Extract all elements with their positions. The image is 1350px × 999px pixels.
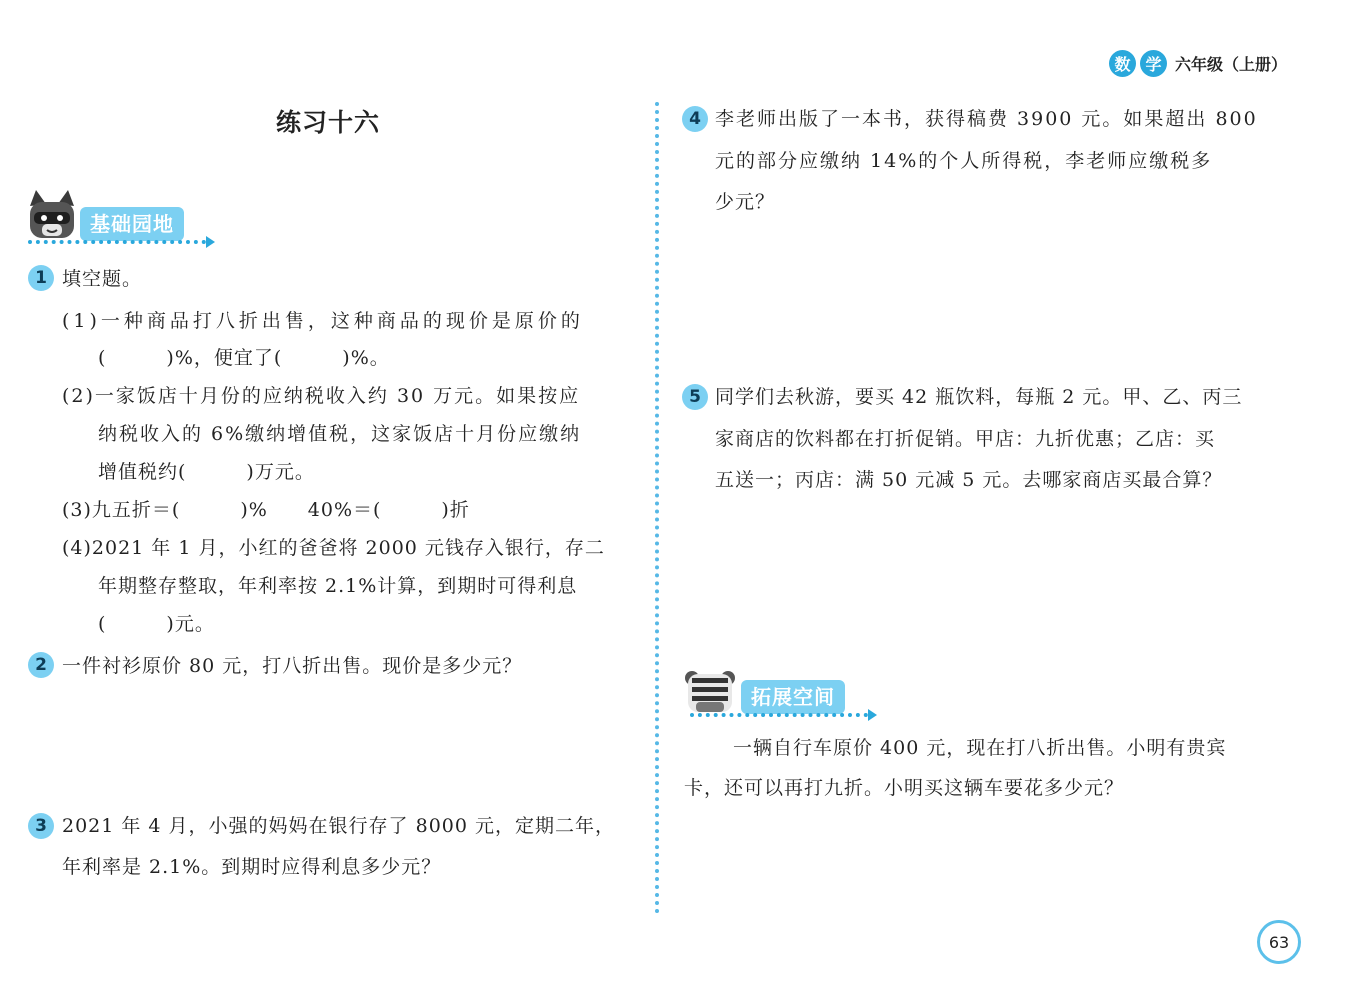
arrow-icon [206, 236, 215, 248]
q5-line: 家商店的饮料都在打折促销。甲店：九折优惠；乙店：买 [715, 428, 1216, 450]
question-number-4: 4 [682, 106, 708, 132]
q4-line: 李老师出版了一本书，获得稿费 3900 元。如果超出 800 [715, 108, 1258, 130]
q4-line: 元的部分应缴纳 14%的个人所得税，李老师应缴税多 [715, 150, 1213, 172]
subject-char-1: 数 [1109, 50, 1136, 77]
subject-char-2: 学 [1140, 50, 1167, 77]
q1-line: 年期整存整取，年利率按 2.1%计算，到期时可得利息 [98, 575, 578, 597]
q1-line: ( )元。 [98, 613, 215, 635]
grade-label: 六年级（上册） [1175, 55, 1288, 74]
q2-text: 一件衬衫原价 80 元，打八折出售。现价是多少元？ [62, 655, 523, 677]
q1-line: 纳税收入的 6%缴纳增值税，这家饭店十月份应缴纳 [98, 423, 582, 445]
q1-stem: 填空题。 [62, 268, 143, 290]
q5-line: 同学们去秋游，要买 42 瓶饮料，每瓶 2 元。甲、乙、丙三 [715, 386, 1243, 408]
q1-line: ( )%，便宜了( )%。 [98, 347, 390, 369]
q1-line: (2)一家饭店十月份的应纳税收入约 30 万元。如果按应 [62, 385, 581, 407]
section-dots-extend [690, 713, 868, 717]
question-number-3: 3 [28, 813, 54, 839]
q3-line: 2021 年 4 月，小强的妈妈在银行存了 8000 元，定期二年， [62, 815, 615, 837]
arrow-icon [868, 709, 877, 721]
column-divider [655, 102, 659, 914]
page-title: 练习十六 [276, 108, 381, 137]
q1-line: (3)九五折＝( )% 40%＝( )折 [62, 499, 470, 521]
q3-line: 年利率是 2.1%。到期时应得利息多少元？ [62, 856, 442, 878]
q5-line: 五送一；丙店：满 50 元减 5 元。去哪家商店买最合算？ [715, 469, 1223, 491]
q1-line: (1)一种商品打八折出售，这种商品的现价是原价的 [62, 310, 584, 332]
section-dots-basic [28, 240, 206, 244]
q4-line: 少元？ [715, 191, 776, 213]
q1-line: (4)2021 年 1 月，小红的爸爸将 2000 元钱存入银行，存二 [62, 537, 605, 559]
page-number: 63 [1257, 920, 1301, 964]
extend-line: 一辆自行车原价 400 元，现在打八折出售。小明有贵宾 [733, 737, 1227, 759]
question-number-2: 2 [28, 652, 54, 678]
question-number-1: 1 [28, 265, 54, 291]
extend-line: 卡，还可以再打九折。小明买这辆车要花多少元？ [684, 777, 1125, 799]
question-number-5: 5 [682, 384, 708, 410]
section-badge-extend: 拓展空间 [741, 680, 845, 714]
q1-line: 增值税约( )万元。 [98, 461, 315, 483]
raccoon-mascot-icon [26, 190, 78, 246]
section-badge-basic: 基础园地 [80, 207, 184, 241]
